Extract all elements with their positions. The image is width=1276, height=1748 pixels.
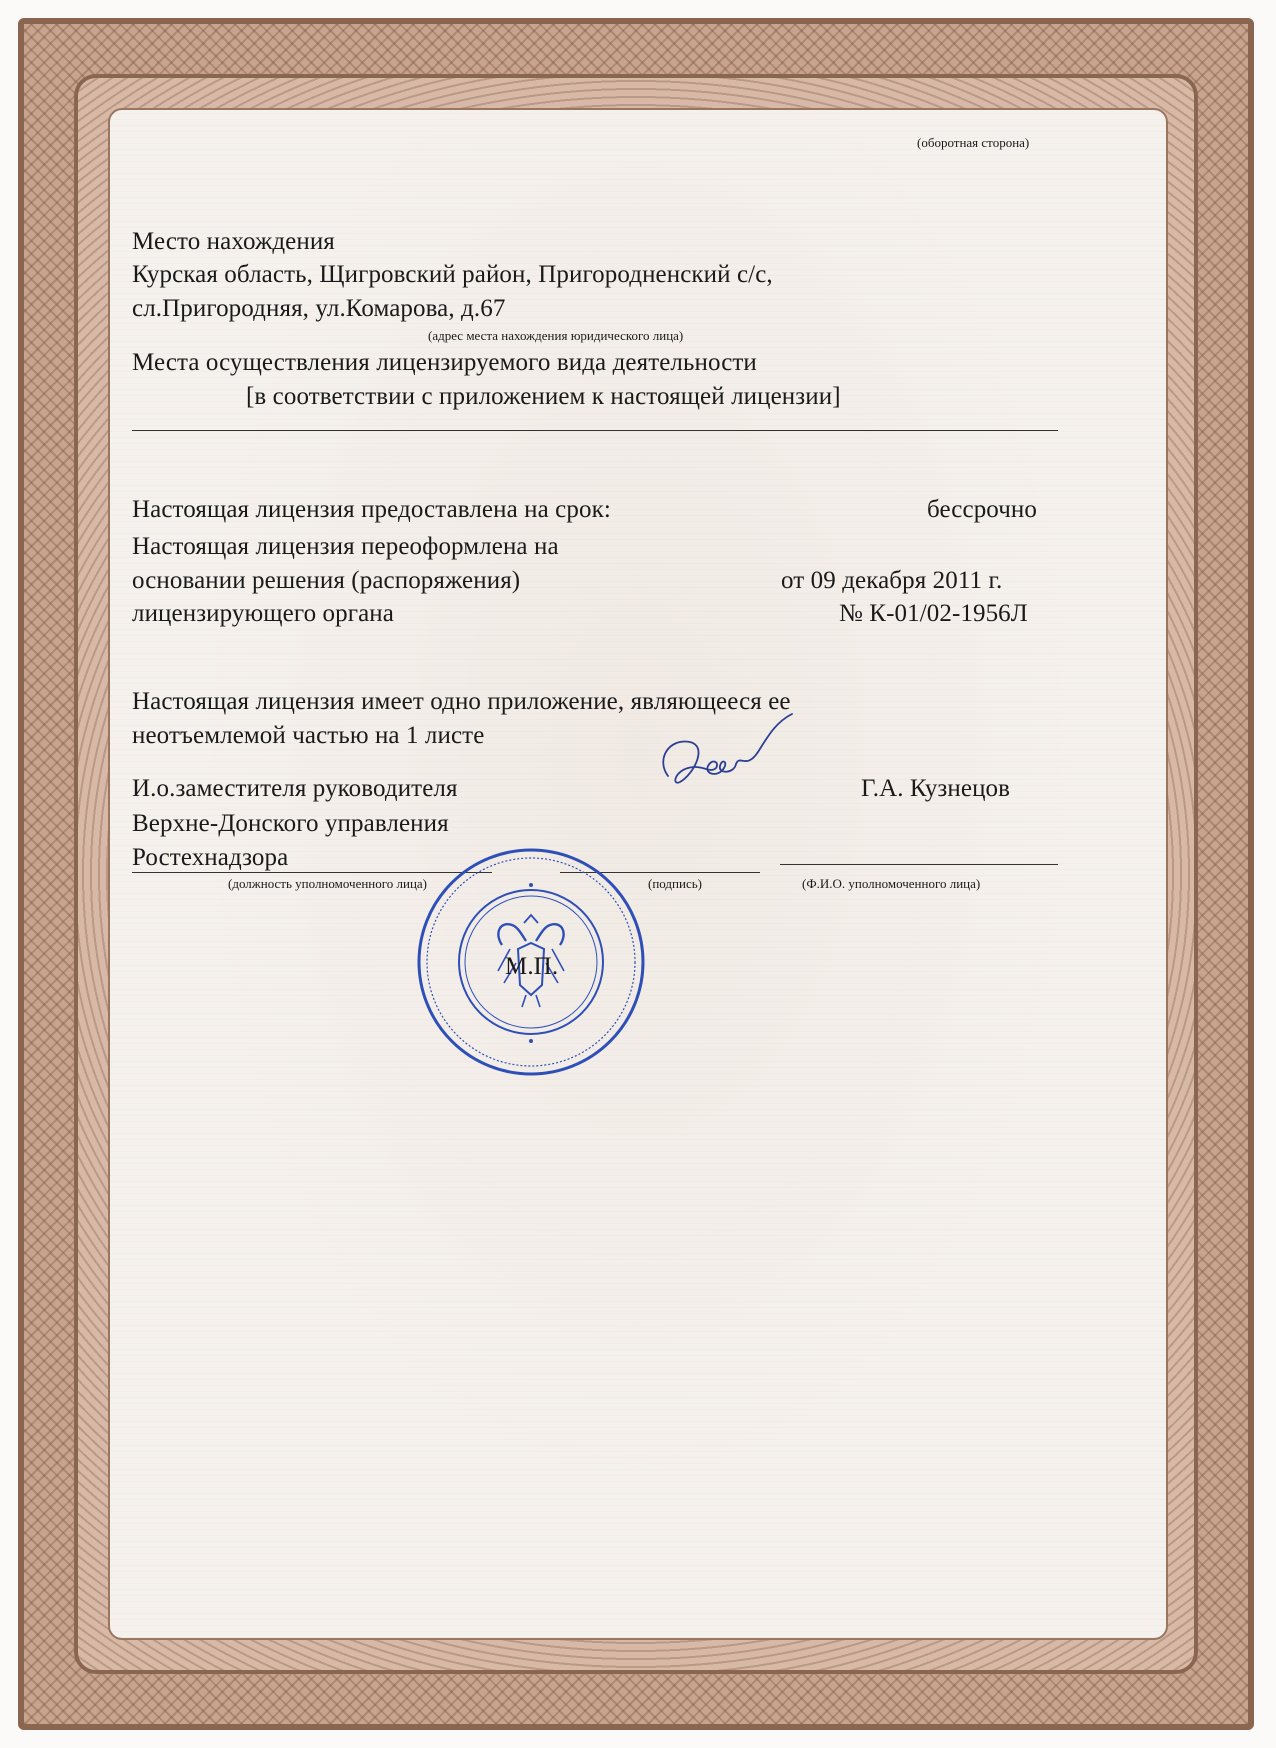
signatory-position-line-1: И.о.заместителя руководителя <box>132 775 458 802</box>
caption-name: (Ф.И.О. уполномоченного лица) <box>802 876 981 891</box>
caption-position: (должность уполномоченного лица) <box>228 876 428 891</box>
handwritten-signature <box>650 712 800 812</box>
signatory-position-line-3: Ростехнадзора <box>132 844 289 871</box>
name-underline <box>780 864 1058 865</box>
address-line-1: Курская область, Щигровский район, Пригородненский с/с, <box>132 261 773 288</box>
seal-label: М.П. <box>505 953 559 980</box>
attachment-line-2: неотъемлемой частью на 1 листе <box>132 722 485 749</box>
location-heading: Место нахождения <box>132 228 335 255</box>
divider-line <box>132 430 1058 431</box>
address-caption: (адрес места нахождения юридического лица) <box>428 328 684 343</box>
signatory-position-line-2: Верхне-Донского управления <box>132 810 449 837</box>
activity-places-value: [в соответствии с приложением к настоящей лицензии] <box>246 383 841 410</box>
signatory-name: Г.А. Кузнецов <box>861 775 1011 802</box>
activity-places-heading: Места осуществления лицензируемого вида деятельности <box>132 349 757 376</box>
reissue-number: № К-01/02-1956Л <box>839 600 1028 627</box>
caption-signature: (подпись) <box>648 876 702 891</box>
term-value: бессрочно <box>927 496 1038 523</box>
address-line-2: сл.Пригородняя, ул.Комарова, д.67 <box>132 295 506 322</box>
term-label: Настоящая лицензия предоставлена на срок: <box>132 496 611 523</box>
reissue-line-3: лицензирующего органа <box>132 600 394 627</box>
reissue-line-2: основании решения (распоряжения) <box>132 567 521 594</box>
reverse-side-label: (оборотная сторона) <box>917 135 1030 150</box>
reissue-line-1: Настоящая лицензия переоформлена на <box>132 533 559 560</box>
reissue-date: от 09 декабря 2011 г. <box>781 567 1003 594</box>
attachment-line-1: Настоящая лицензия имеет одно приложение, являющееся ее <box>132 688 791 715</box>
